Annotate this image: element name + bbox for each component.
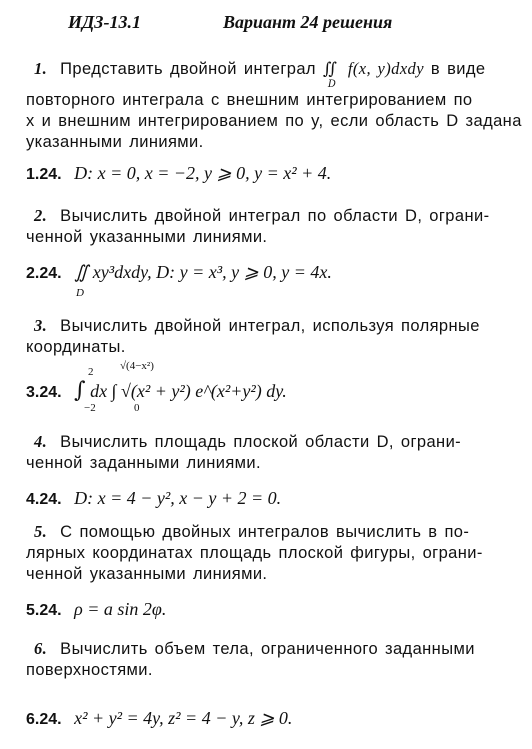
task-2-line-1-text: Вычислить двойной интеграл по области D, ограни- <box>60 207 490 225</box>
task-1-line-1 <box>26 58 496 90</box>
task-4-line-2: ченной заданными линиями. <box>26 454 262 472</box>
task-6-line-1-text: Вычислить объем тела, ограниченного заданными <box>60 640 475 658</box>
inner-lower-limit: 0 <box>134 402 140 414</box>
task-3-line-2: координаты. <box>26 338 126 356</box>
problem-2-content: ∬ xy³dxdy, D: y = x³, y ⩾ 0, y = 4x. <box>74 262 332 282</box>
task-2-line-1 <box>26 205 496 227</box>
task-1 <box>26 58 522 153</box>
variant-title: Вариант 24 решения <box>223 12 393 32</box>
assignment-code: ИДЗ-13.1 <box>68 12 141 32</box>
task-1-line-4: указанными линиями. <box>26 133 204 151</box>
problem-4-number: 4.24. <box>26 491 62 508</box>
problem-2-24 <box>26 262 332 283</box>
double-integral-symbol: ∬ D <box>323 58 341 79</box>
task-3 <box>26 315 496 358</box>
task-2-number: 2. <box>34 206 48 225</box>
task-4-line-1-text: Вычислить площадь плоской области D, ограни- <box>60 433 462 451</box>
problem-2-region-subscript: D <box>76 287 84 299</box>
task-1-text-b: в виде <box>430 60 486 78</box>
problem-6-content: x² + y² = 4y, z² = 4 − y, z ⩾ 0. <box>74 708 293 728</box>
task-1-integrand: f(x, y)dxdy <box>347 59 424 78</box>
task-2 <box>26 205 496 248</box>
problem-3-24 <box>26 378 287 403</box>
task-1-number: 1. <box>34 59 48 78</box>
problem-4-24 <box>26 488 281 509</box>
problem-5-24 <box>26 599 166 620</box>
outer-upper-limit: 2 <box>88 366 94 378</box>
page-header <box>0 12 532 38</box>
task-5-line-1 <box>26 521 496 543</box>
task-3-line-1-text: Вычислить двойной интеграл, используя полярные <box>60 317 480 335</box>
problem-2-number: 2.24. <box>26 265 62 282</box>
task-4-line-1 <box>26 431 496 453</box>
problem-5-content: ρ = a sin 2φ. <box>74 599 167 619</box>
inner-upper-limit: √(4−x²) <box>120 360 154 372</box>
region-subscript: D <box>327 79 337 90</box>
task-6 <box>26 638 496 681</box>
task-6-line-2: поверхностями. <box>26 661 153 679</box>
task-3-number: 3. <box>34 316 48 335</box>
outer-lower-limit: −2 <box>84 402 96 414</box>
task-4-number: 4. <box>34 432 48 451</box>
task-2-line-2: ченной указанными линиями. <box>26 228 268 246</box>
problem-1-24 <box>26 163 331 184</box>
task-6-number: 6. <box>34 639 48 658</box>
task-5-line-2: лярных координатах площадь плоской фигуры, ограни- <box>26 544 483 562</box>
task-3-line-1 <box>26 315 496 337</box>
task-5-number: 5. <box>34 522 48 541</box>
problem-6-24 <box>26 708 292 729</box>
problem-1-number: 1.24. <box>26 166 62 183</box>
problem-1-content: D: x = 0, x = −2, y ⩾ 0, y = x² + 4. <box>74 163 332 183</box>
task-5-line-1-text: С помощью двойных интегралов вычислить в по- <box>60 523 470 541</box>
problem-4-content: D: x = 4 − y², x − y + 2 = 0. <box>74 488 282 508</box>
task-6-line-1 <box>26 638 496 660</box>
task-5-line-3: ченной указанными линиями. <box>26 565 268 583</box>
task-5 <box>26 521 496 585</box>
task-1-text-a: Представить двойной интеграл <box>60 60 316 78</box>
problem-3-number: 3.24. <box>26 384 62 401</box>
task-1-line-2: повторного интеграла с внешним интегрированием по <box>26 91 473 109</box>
problem-3-content: dx ∫ √(x² + y²) e^(x²+y²) dy. <box>90 381 287 401</box>
task-4 <box>26 431 496 474</box>
problem-5-number: 5.24. <box>26 602 62 619</box>
outer-integral-icon: ∫ <box>74 378 86 403</box>
task-1-line-3: x и внешним интегрированием по y, если область D задана <box>26 112 522 130</box>
problem-6-number: 6.24. <box>26 711 62 728</box>
